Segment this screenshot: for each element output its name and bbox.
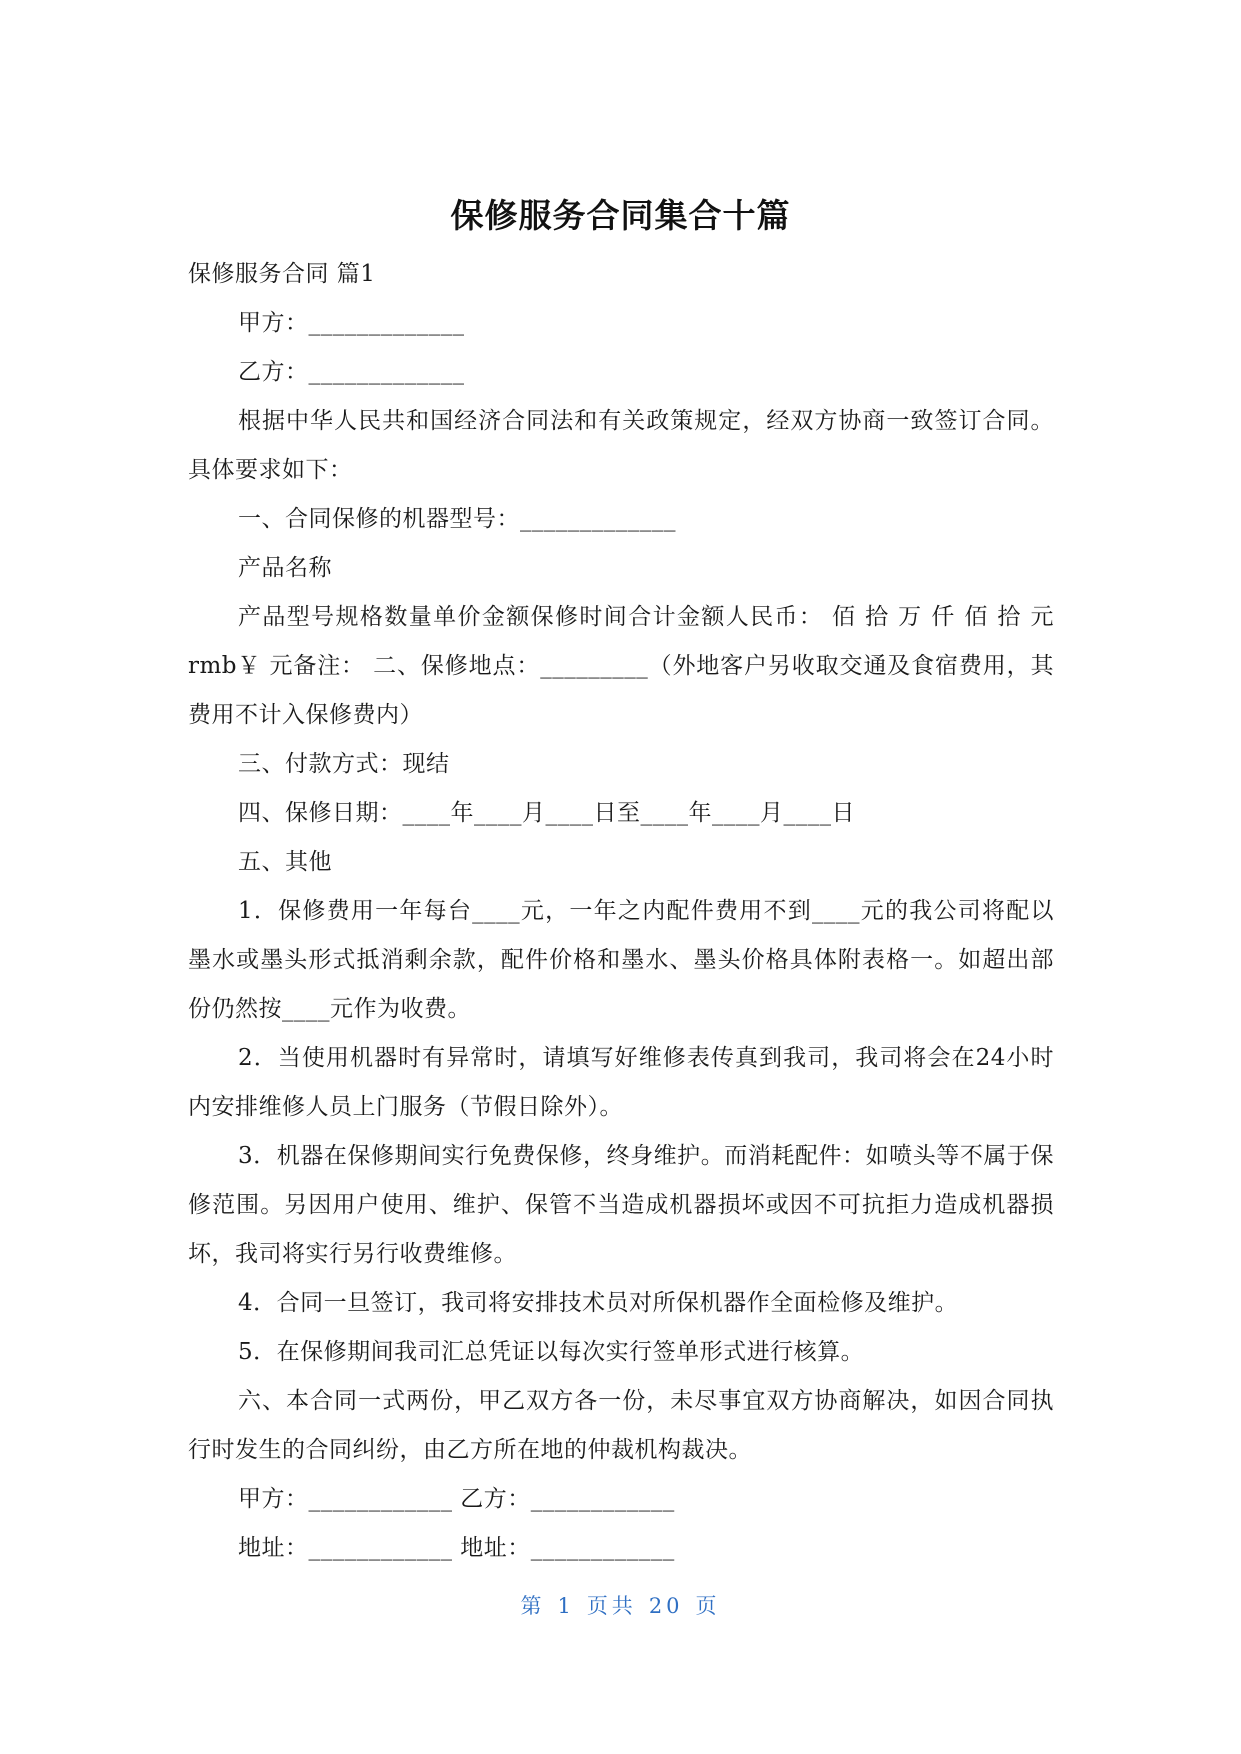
item-5-settlement: 5．在保修期间我司汇总凭证以每次实行签单形式进行核算。 (238, 1339, 865, 1365)
document-title: 保修服务合同集合十篇 (450, 196, 791, 235)
product-name-line: 产品名称 (238, 555, 332, 581)
item-2-service: 2．当使用机器时有异常时，请填写好维修表传真到我司，我司将会在24小时内安排维修人员上门服务（节假日除外）。 (188, 1045, 1054, 1120)
item-3-free-repair: 3．机器在保修期间实行免费保修，终身维护。而消耗配件：如喷头等不属于保修范围。另因用户使用、维护、保管不当造成机器损坏或因不可抗拒力造成机器损坏，我司将实行另行收费维修。 (188, 1143, 1054, 1267)
page-footer (0, 1590, 1241, 1620)
clause-4-warranty-dates: 四、保修日期：____年____月____日至____年____月____日 (238, 800, 855, 826)
clause-6-copies: 六、本合同一式两份，甲乙双方各一份，未尽事宜双方协商解决，如因合同执行时发生的合同纠纷，由乙方所在地的仲裁机构裁决。 (188, 1388, 1054, 1463)
signature-address-line: 地址：____________ 地址：____________ (238, 1535, 675, 1561)
party-b-line: 乙方：_____________ (238, 359, 465, 385)
clause-1-machine-model: 一、合同保修的机器型号：_____________ (238, 506, 676, 532)
signature-parties-line: 甲方：____________ 乙方：____________ (238, 1486, 675, 1512)
product-details-paragraph: 产品型号规格数量单价金额保修时间合计金额人民币： 佰 拾 万 仟 佰 拾 元 rmb￥ 元备注： 二、保修地点：_________（外地客户另收取交通及食宿费用，其费用不计入保修费内） (188, 604, 1054, 728)
section-heading: 保修服务合同 篇1 (188, 261, 376, 287)
item-1-fees: 1．保修费用一年每台____元，一年之内配件费用不到____元的我公司将配以墨水或墨头形式抵消剩余款，配件价格和墨水、墨头价格具体附表格一。如超出部份仍然按____元作为收费。 (188, 898, 1054, 1022)
document-body (188, 250, 1054, 1573)
footer-suffix: 页 (695, 1594, 721, 1618)
party-a-line: 甲方：_____________ (238, 310, 465, 336)
clause-3-payment: 三、付款方式：现结 (238, 751, 450, 777)
intro-paragraph: 根据中华人民共和国经济合同法和有关政策规定，经双方协商一致签订合同。具体要求如下： (188, 408, 1054, 483)
footer-page-number: 1 (557, 1594, 575, 1618)
footer-total-pages: 20 (648, 1594, 684, 1618)
clause-5-other: 五、其他 (238, 849, 332, 875)
footer-mid: 页共 (586, 1594, 637, 1618)
item-4-inspection: 4．合同一旦签订，我司将安排技术员对所保机器作全面检修及维护。 (238, 1290, 959, 1316)
footer-prefix: 第 (520, 1594, 546, 1618)
